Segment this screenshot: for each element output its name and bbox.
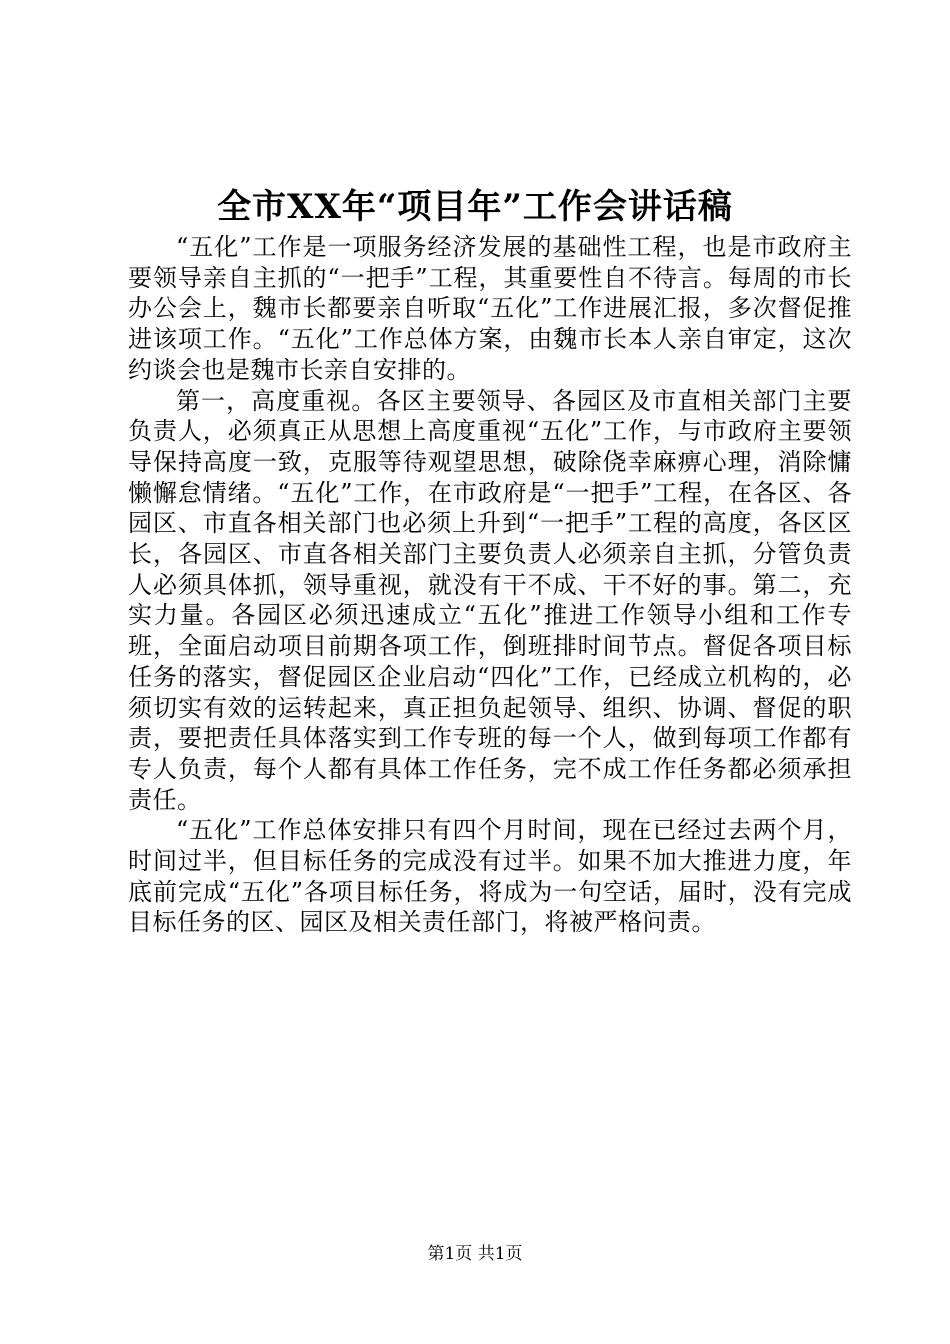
paragraph-1: “五化”工作是一项服务经济发展的基础性工程，也是市政府主要领导亲自主抓的“一把手”工程，其重要性自不待言。每周的市长办公会上，魏市长都要亲自听取“五化”工作进展汇报，多次督促推进该项工作。“五化”工作总体方案，由魏市长本人亲自审定，这次约谈会也是魏市长亲自安排的。 [128, 233, 852, 384]
paragraph-2: 第一，高度重视。各区主要领导、各园区及市直相关部门主要负责人，必须真正从思想上高度重视“五化”工作，与市政府主要领导保持高度一致，克服等待观望思想，破除侥幸麻痹心理，消除慵懒懈怠情绪。“五化”工作，在市政府是“一把手”工程，在各区、各园区、市直各相关部门也必须上升到“一把手”工程的高度，各区区长，各园区、市直各相关部门主要负责人必须亲自主抓，分管负责人必须具体抓，领导重视，就没有干不成、干不好的事。第二，充实力量。各园区必须迅速成立“五化”推进工作领导小组和工作专班，全面启动项目前期各项工作，倒班排时间节点。督促各项目标任务的落实，督促园区企业启动“四化”工作，已经成立机构的，必须切实有效的运转起来，真正担负起领导、组织、协调、督促的职责，要把责任具体落实到工作专班的每一个人，做到每项工作都有专人负责，每个人都有具体工作任务，完不成工作任务都必须承担责任。 [128, 386, 852, 814]
document-body [128, 232, 852, 938]
page-footer: 第1页 共1页 [427, 1244, 523, 1264]
paragraph-3: “五化”工作总体安排只有四个月时间，现在已经过去两个月，时间过半，但目标任务的完成没有过半。如果不加大推进力度，年底前完成“五化”各项目标任务，将成为一句空话，届时，没有完成目标任务的区、园区及相关责任部门，将被严格问责。 [128, 816, 852, 937]
document-title: 全市XX年“项目年”工作会讲话稿 [217, 187, 733, 227]
